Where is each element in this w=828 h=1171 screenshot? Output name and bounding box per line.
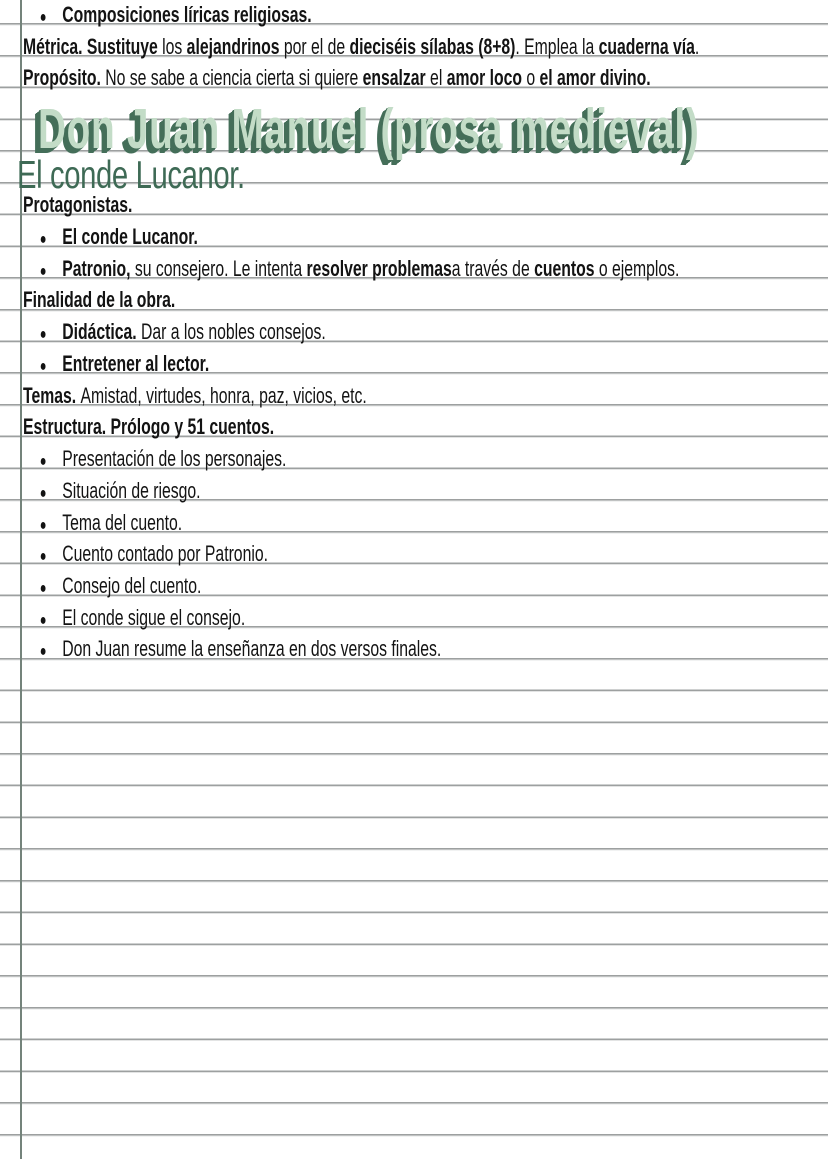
- text-segment: cuaderna vía: [598, 33, 695, 59]
- note-line-text: [23, 570, 201, 605]
- note-subtitle-text: El conde Lucanor.: [17, 153, 245, 197]
- bullet-line: [0, 253, 828, 285]
- bullet-line: [0, 0, 828, 31]
- text-segment: El conde Lucanor.: [62, 224, 198, 250]
- bullet-line: [0, 475, 828, 507]
- text-segment: Finalidad de la obra.: [23, 287, 176, 313]
- note-line-text: [23, 443, 286, 478]
- bullet-line: [0, 221, 828, 253]
- note-line-text: [23, 253, 679, 288]
- note-line: [0, 380, 828, 412]
- text-segment: Amistad, virtudes, honra, paz, vicios, etc.: [80, 382, 367, 408]
- bullet-icon: ●: [39, 357, 47, 375]
- bullet-icon: ●: [39, 9, 47, 26]
- note-line: [0, 411, 828, 443]
- text-segment: Tema del cuento.: [62, 509, 183, 535]
- text-segment: o: [526, 65, 540, 91]
- bullet-icon: ●: [39, 548, 47, 566]
- text-segment: los: [162, 33, 187, 59]
- note-line-text: [23, 475, 201, 510]
- note-line-text: [23, 0, 312, 34]
- bullet-line: [0, 633, 828, 665]
- text-segment: Temas.: [23, 382, 81, 408]
- bullet-icon: ●: [39, 326, 47, 344]
- text-segment: Don Juan resume la enseñanza en dos versos finales.: [62, 636, 442, 662]
- bullet-line: [0, 538, 828, 570]
- note-line-text: [23, 189, 132, 221]
- bullet-icon: ●: [39, 579, 47, 597]
- note-line-text: [23, 633, 441, 668]
- text-segment: Cuento contado por Patronio.: [62, 541, 268, 567]
- bullet-icon: ●: [39, 453, 47, 471]
- text-segment: dieciséis sílabas (8+8): [349, 33, 516, 59]
- text-segment: Presentación de los personajes.: [62, 446, 287, 472]
- text-segment: amor loco: [446, 65, 527, 91]
- text-segment: Dar a los nobles consejos.: [140, 319, 326, 345]
- text-segment: por el de: [283, 33, 350, 59]
- text-segment: . Emplea la: [515, 33, 599, 59]
- note-line-text: [23, 348, 209, 383]
- text-segment: a través de: [451, 255, 535, 281]
- note-line-text: [23, 31, 699, 63]
- note-line-text: [23, 538, 268, 573]
- text-segment: ensalzar: [362, 65, 431, 91]
- text-segment: resolver problemas: [306, 255, 452, 281]
- text-segment: No se sabe a ciencia cierta si quiere: [105, 65, 363, 91]
- text-segment: Situación de riesgo.: [62, 477, 201, 503]
- text-segment: el: [430, 65, 447, 91]
- note-line: [0, 62, 828, 94]
- bullet-line: [0, 570, 828, 602]
- note-title: [0, 94, 828, 162]
- text-segment: alejandrinos: [186, 33, 284, 59]
- text-segment: Didáctica.: [62, 319, 141, 345]
- bullet-line: [0, 602, 828, 634]
- note-line-text: [23, 316, 326, 351]
- text-segment: Protagonistas.: [23, 192, 133, 218]
- page-bottom-edge: [0, 1159, 828, 1171]
- text-segment: Entretener al lector.: [62, 350, 210, 376]
- note-line-text: [23, 411, 274, 443]
- text-segment: El conde sigue el consejo.: [62, 604, 246, 630]
- text-segment: cuentos: [534, 255, 599, 281]
- bullet-icon: ●: [39, 611, 47, 629]
- note-title-text: Don Juan Manuel (prosa medieval): [38, 97, 700, 162]
- bullet-line: [0, 507, 828, 539]
- bullet-icon: ●: [39, 231, 47, 249]
- note-line-text: [23, 507, 182, 542]
- text-segment: Estructura. Prólogo y 51 cuentos.: [23, 414, 275, 440]
- text-segment: el amor divino.: [539, 65, 651, 91]
- note-line-text: [23, 221, 198, 256]
- text-segment: su consejero. Le intenta: [134, 255, 307, 281]
- note-line-text: [23, 380, 367, 412]
- bullet-line: [0, 348, 828, 380]
- text-segment: Consejo del cuento.: [62, 572, 202, 598]
- note-line: [0, 31, 828, 63]
- text-segment: Métrica. Sustituye: [23, 33, 163, 59]
- note-line: [0, 189, 828, 221]
- text-segment: .: [694, 33, 700, 59]
- text-segment: Propósito.: [23, 65, 106, 91]
- bullet-icon: ●: [39, 484, 47, 502]
- note-line-text: [23, 62, 651, 94]
- bullet-icon: ●: [39, 643, 47, 661]
- text-segment: Patronio,: [62, 255, 135, 281]
- text-segment: Composiciones líricas religiosas.: [62, 2, 312, 27]
- note-line: [0, 284, 828, 316]
- bullet-icon: ●: [39, 262, 47, 280]
- bullet-icon: ●: [39, 516, 47, 534]
- note-line-text: [23, 602, 245, 637]
- text-segment: o ejemplos.: [598, 255, 680, 281]
- bullet-line: [0, 443, 828, 475]
- note-line-text: [23, 284, 175, 316]
- bullet-line: [0, 316, 828, 348]
